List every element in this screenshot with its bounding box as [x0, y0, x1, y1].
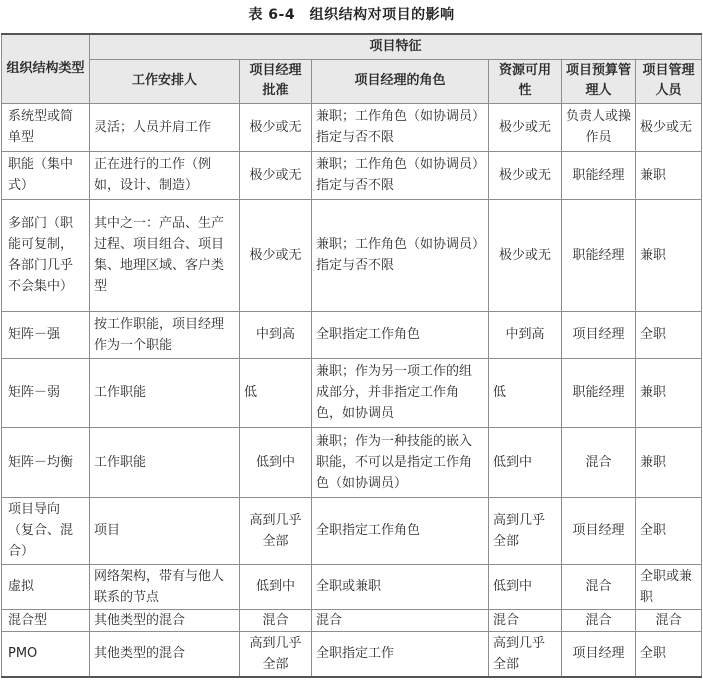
cell-pm-authority: 低到中 [240, 427, 312, 497]
cell-resource-availability: 低到中 [489, 427, 562, 497]
cell-pm-staff: 极少或无 [636, 103, 702, 151]
cell-pm-staff: 兼职 [636, 199, 702, 311]
table-row [2, 427, 702, 497]
cell-pm-role: 全职或兼职 [312, 564, 489, 609]
org-structure-table [1, 33, 702, 678]
cell-pm-staff: 混合 [636, 609, 702, 631]
cell-pm-authority: 极少或无 [240, 103, 312, 151]
header-pm-staff: 项目管理人员 [636, 59, 702, 103]
cell-work-assigner: 项目 [90, 497, 240, 564]
cell-pm-staff: 兼职 [636, 427, 702, 497]
cell-resource-availability: 低 [489, 358, 562, 427]
cell-work-assigner: 其他类型的混合 [90, 609, 240, 631]
table-caption: 表 6-4 组织结构对项目的影响 [248, 7, 455, 23]
header-project-features: 项目特征 [90, 34, 702, 59]
cell-pm-staff: 兼职 [636, 358, 702, 427]
cell-budget-manager: 项目经理 [562, 497, 636, 564]
cell-pm-staff: 全职 [636, 631, 702, 677]
cell-work-assigner: 按工作职能，项目经理作为一个职能 [90, 311, 240, 358]
header-org-type: 组织结构类型 [2, 34, 90, 103]
cell-work-assigner: 工作职能 [90, 427, 240, 497]
cell-pm-role: 混合 [312, 609, 489, 631]
cell-pm-authority: 低到中 [240, 564, 312, 609]
cell-budget-manager: 负责人或操作员 [562, 103, 636, 151]
table-row [2, 103, 702, 151]
cell-work-assigner: 其中之一：产品、生产过程、项目组合、项目集、地理区域、客户类型 [90, 199, 240, 311]
table-row [2, 311, 702, 358]
cell-resource-availability: 高到几乎全部 [489, 497, 562, 564]
cell-pm-authority: 中到高 [240, 311, 312, 358]
cell-pm-role: 全职指定工作 [312, 631, 489, 677]
cell-budget-manager: 混合 [562, 427, 636, 497]
cell-pm-staff: 全职或兼职 [636, 564, 702, 609]
cell-pm-authority: 高到几乎全部 [240, 497, 312, 564]
cell-budget-manager: 项目经理 [562, 311, 636, 358]
cell-pm-authority: 混合 [240, 609, 312, 631]
header-pm-authority: 项目经理批准 [240, 59, 312, 103]
cell-budget-manager: 混合 [562, 609, 636, 631]
table-row [2, 564, 702, 609]
header-pm-role: 项目经理的角色 [312, 59, 489, 103]
cell-pm-staff: 兼职 [636, 151, 702, 199]
cell-pm-role: 兼职；工作角色（如协调员）指定与否不限 [312, 151, 489, 199]
cell-pm-role: 全职指定工作角色 [312, 311, 489, 358]
cell-resource-availability: 混合 [489, 609, 562, 631]
table-row [2, 631, 702, 677]
cell-pm-role: 全职指定工作角色 [312, 497, 489, 564]
cell-org-type: 矩阵－弱 [2, 358, 90, 427]
cell-work-assigner: 灵活；人员并肩工作 [90, 103, 240, 151]
cell-resource-availability: 高到几乎全部 [489, 631, 562, 677]
cell-resource-availability: 极少或无 [489, 103, 562, 151]
cell-org-type: 项目导向（复合、混合） [2, 497, 90, 564]
cell-org-type: 矩阵－均衡 [2, 427, 90, 497]
header-work-assigner: 工作安排人 [90, 59, 240, 103]
cell-work-assigner: 其他类型的混合 [90, 631, 240, 677]
cell-resource-availability: 低到中 [489, 564, 562, 609]
cell-pm-authority: 高到几乎全部 [240, 631, 312, 677]
cell-pm-authority: 低 [240, 358, 312, 427]
cell-budget-manager: 项目经理 [562, 631, 636, 677]
cell-pm-role: 兼职；作为一种技能的嵌入职能，不可以是指定工作角色（如协调员） [312, 427, 489, 497]
cell-work-assigner: 网络架构，带有与他人联系的节点 [90, 564, 240, 609]
table-row [2, 609, 702, 631]
cell-org-type: 多部门（职能可复制，各部门几乎不会集中） [2, 199, 90, 311]
cell-org-type: 混合型 [2, 609, 90, 631]
cell-work-assigner: 工作职能 [90, 358, 240, 427]
cell-resource-availability: 极少或无 [489, 199, 562, 311]
table-row [2, 151, 702, 199]
cell-org-type: 系统型或简单型 [2, 103, 90, 151]
cell-resource-availability: 中到高 [489, 311, 562, 358]
cell-pm-authority: 极少或无 [240, 151, 312, 199]
cell-pm-staff: 全职 [636, 497, 702, 564]
table-row [2, 358, 702, 427]
cell-pm-role: 兼职；作为另一项工作的组成部分，并非指定工作角色，如协调员 [312, 358, 489, 427]
table-row [2, 497, 702, 564]
cell-pm-authority: 极少或无 [240, 199, 312, 311]
cell-budget-manager: 职能经理 [562, 199, 636, 311]
cell-pm-role: 兼职；工作角色（如协调员）指定与否不限 [312, 199, 489, 311]
cell-org-type: 矩阵－强 [2, 311, 90, 358]
cell-budget-manager: 职能经理 [562, 151, 636, 199]
cell-org-type: 职能（集中式） [2, 151, 90, 199]
cell-pm-role: 兼职；工作角色（如协调员）指定与否不限 [312, 103, 489, 151]
cell-resource-availability: 极少或无 [489, 151, 562, 199]
cell-org-type: PMO [2, 631, 90, 677]
cell-budget-manager: 职能经理 [562, 358, 636, 427]
cell-budget-manager: 混合 [562, 564, 636, 609]
header-resource-availability: 资源可用性 [489, 59, 562, 103]
header-budget-manager: 项目预算管理人 [562, 59, 636, 103]
cell-pm-staff: 全职 [636, 311, 702, 358]
table-row [2, 199, 702, 311]
cell-org-type: 虚拟 [2, 564, 90, 609]
cell-work-assigner: 正在进行的工作（例如，设计、制造） [90, 151, 240, 199]
